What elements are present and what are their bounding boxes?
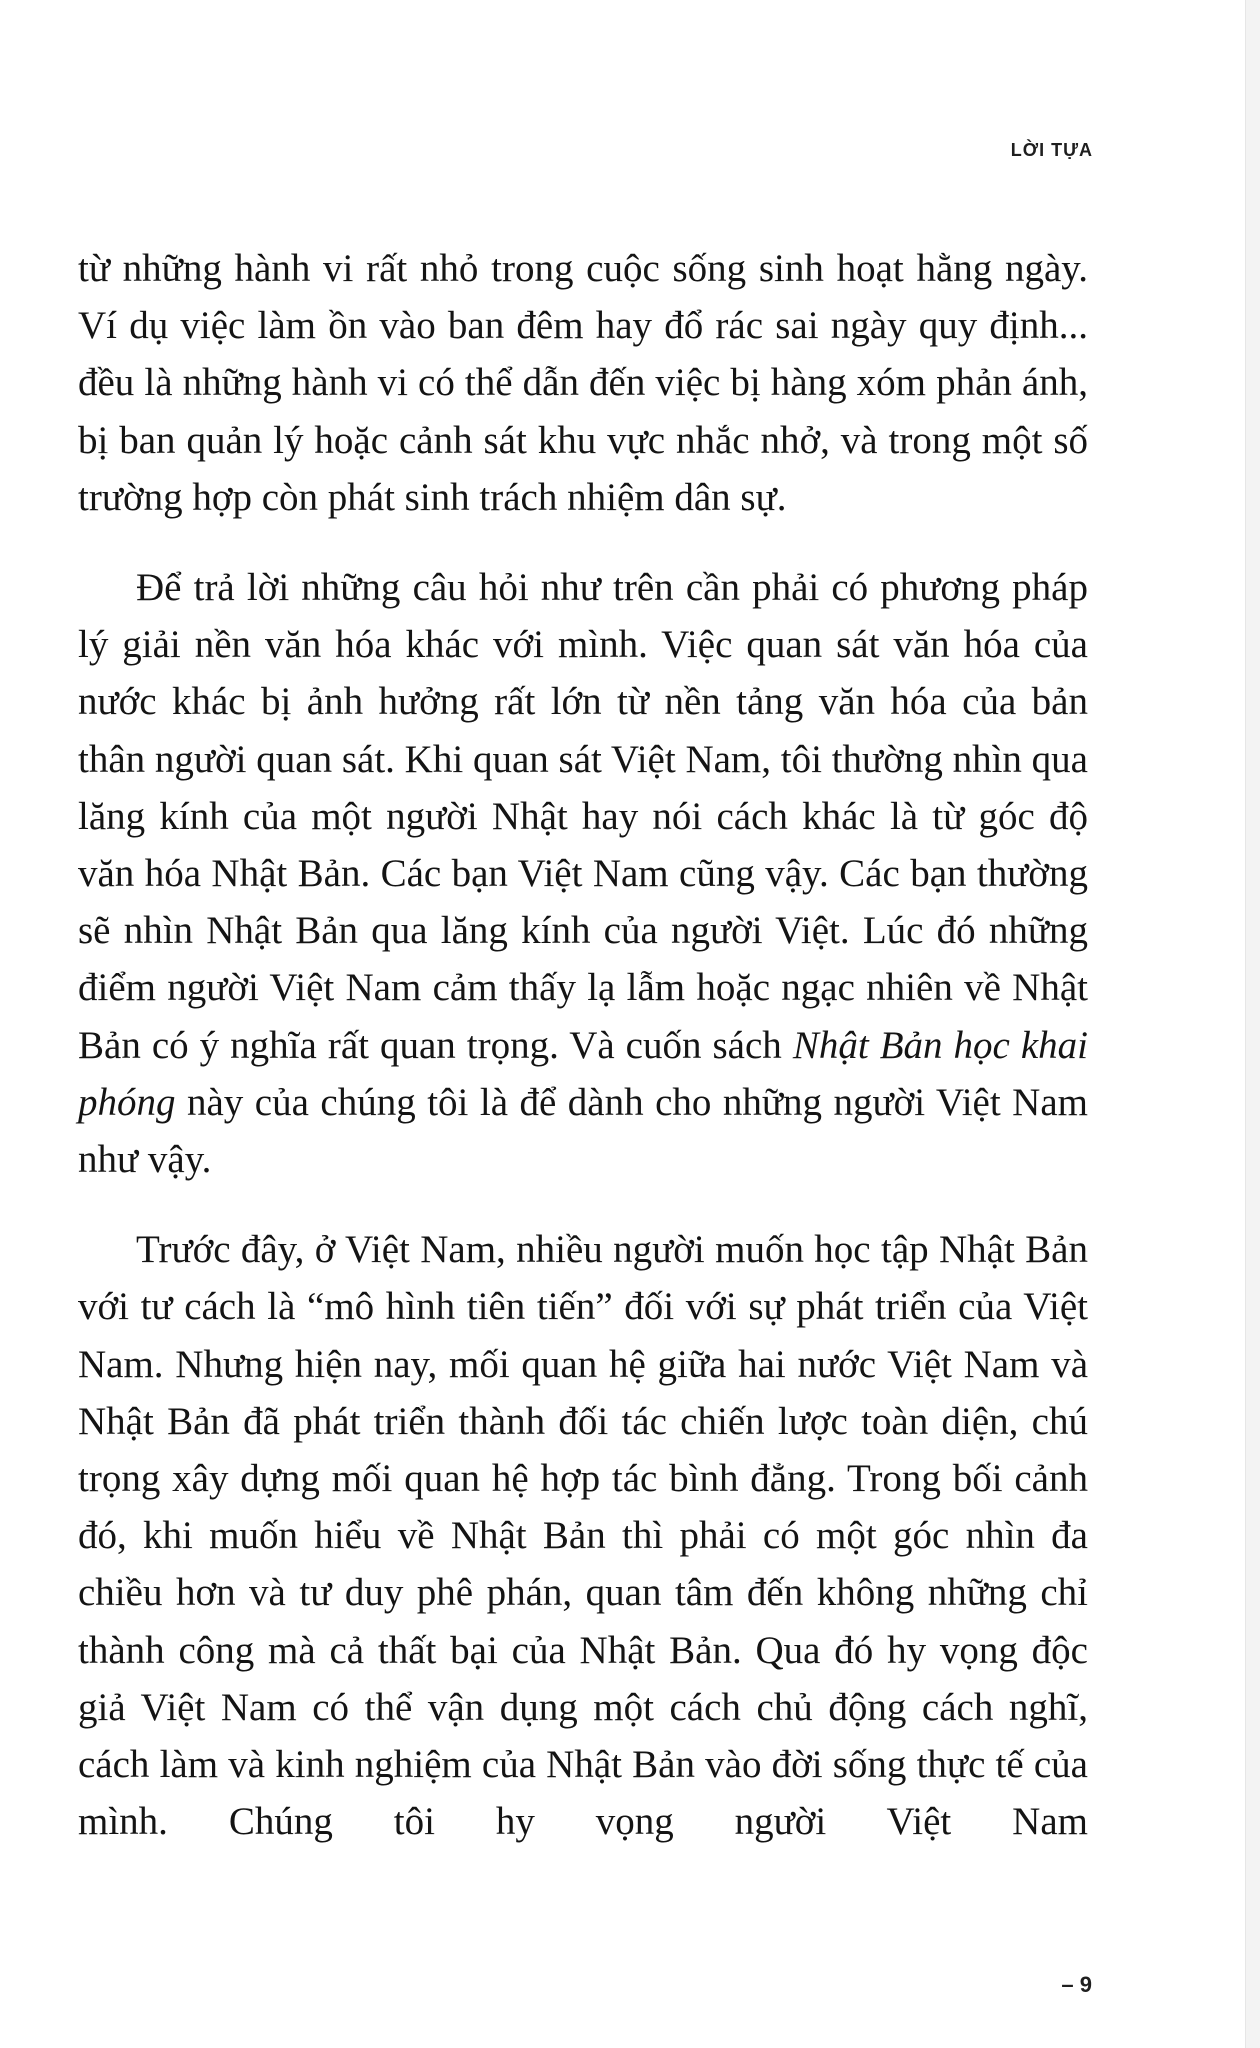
paragraph-2	[78, 559, 1088, 1188]
running-header: LỜI TỰA	[1010, 140, 1093, 160]
paragraph-1: từ những hành vi rất nhỏ trong cuộc sống sinh hoạt hằng ngày. Ví dụ việc làm ồn vào ban đêm hay đổ rác sai ngày quy định... đều là những hành vi có thể dẫn đến việc bị hàng xóm phản ánh, bị ban quản lý hoặc cảnh sát khu vực nhắc nhở, và trong một số trường hợp còn phát sinh trách nhiệm dân sự.	[78, 247, 1088, 519]
page-edge-shadow	[1245, 0, 1260, 2048]
paragraph-2-text-after: này của chúng tôi là để dành cho những người Việt Nam như vậy.	[78, 1080, 1088, 1182]
book-title: Nhật Bản học khai phóng	[78, 1023, 1088, 1124]
paragraph-3: Trước đây, ở Việt Nam, nhiều người muốn học tập Nhật Bản với tư cách là “mô hình tiên tiến” đối với sự phát triển của Việt Nam. Nhưng hiện nay, mối quan hệ giữa hai nước Việt Nam và Nhật Bản đã phát triển thành đối tác chiến lược toàn diện, chú trọng xây dựng mối quan hệ hợp tác bình đẳng. Trong bối cảnh đó, khi muốn hiểu về Nhật Bản thì phải có một góc nhìn đa chiều hơn và tư duy phê phán, quan tâm đến không những chỉ thành công mà cả thất bại của Nhật Bản. Qua đó hy vọng độc giả Việt Nam có thể vận dụng một cách chủ động cách nghĩ, cách làm và kinh nghiệm của Nhật Bản vào đời sống thực tế của mình. Chúng tôi hy vọng người Việt Nam	[78, 1228, 1088, 1844]
paragraph-2-text-before: Để trả lời những câu hỏi như trên cần phải có phương pháp lý giải nền văn hóa khác với mình. Việc quan sát văn hóa của nước khác bị ảnh hưởng rất lớn từ nền tảng văn hóa của bản thân người quan sát. Khi quan sát Việt Nam, tôi thường nhìn qua lăng kính của một người Nhật hay nói cách khác là từ góc độ văn hóa Nhật Bản. Các bạn Việt Nam cũng vậy. Các bạn thường sẽ nhìn Nhật Bản qua lăng kính của người Việt. Lúc đó những điểm người Việt Nam cảm thấy lạ lẫm hoặc ngạc nhiên về Nhật Bản có ý nghĩa rất quan trọng. Và cuốn sách	[78, 566, 1088, 1067]
body-text	[78, 240, 1088, 1850]
page-number: – 9	[1061, 1972, 1092, 1997]
